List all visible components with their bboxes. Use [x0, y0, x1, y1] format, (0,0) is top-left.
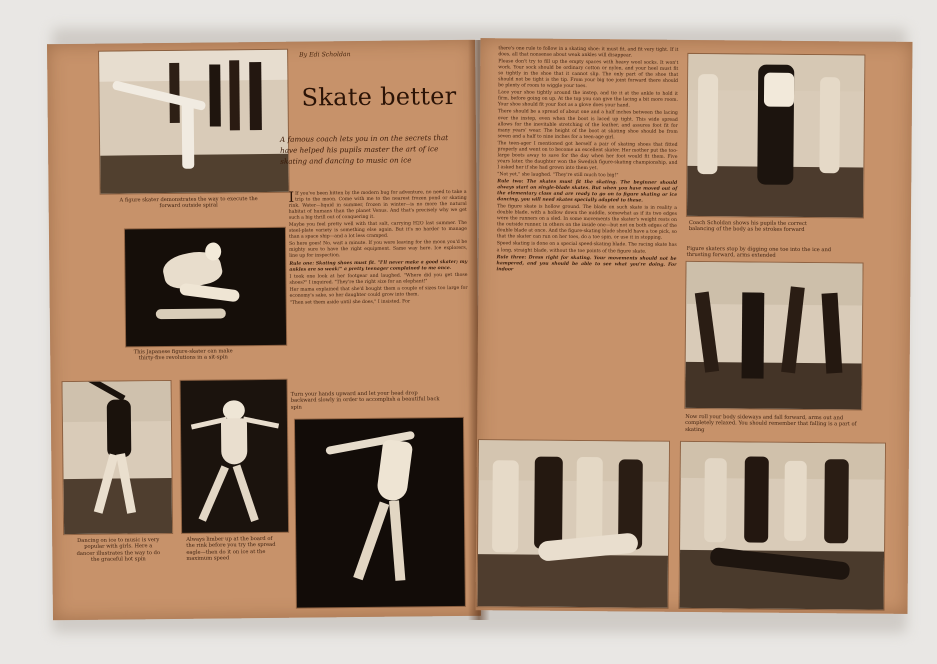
left-para-1: If you've been bitten by the modern bug for adventure, no need to take a trip to the moon. Come with me to the nearest frozen pond or skating rink. Water—liquid in summer, frozen in winter—is no more the natural habitat of humans than the planet Venus. And that's precisely why we get such a big thrill out of conquering it. — [288, 189, 467, 221]
photo-back-spin — [295, 418, 465, 608]
right-para-6: "Not yet," she laughed. "They're still much too big!" — [497, 172, 619, 179]
right-page — [476, 38, 913, 614]
photo-figure-skaters-stop — [685, 262, 862, 410]
left-para-6: Her mama explained that she'd bought them a couple of sizes too large for economy's sake, so her daughter could grow into them. — [289, 285, 468, 299]
photo-group-fall-1 — [478, 440, 669, 608]
photo-group-fall-2 — [680, 442, 885, 610]
left-para-7: "Then set them aside until she does," I insisted. For — [289, 299, 411, 306]
photo-sit-spin — [125, 228, 286, 347]
photo-dance-spin — [63, 381, 173, 534]
left-para-2: Maybe you feel pretty well with that salt, carrying H2O last summer. The steel-plate variety is something else again. But it's no harder to manage than a space ship—and a lot less cramped. — [288, 221, 467, 241]
right-para-2: Please don't try to fill up the empty spaces with heavy wool socks. It won't work. Your sock should be ordinary cotton or nylon, and your heel must fit so tightly in the shoe that it cannot slip. The only part of the shoe that should not be tight is the tip. From your big toe joint forward there should be plenty of room to wiggle your toes. — [498, 59, 679, 90]
caption-figure-skaters-stop: Figure skaters stop by digging one toe into the ice and thrusting forward, arms extended — [686, 245, 832, 260]
left-page — [47, 40, 481, 620]
right-para-5: The teen-ager I mentioned got herself a pair of skating shoes that fitted properly and went on to become an excellent skater. Her mother put the too-large boots away to save for the day when her foot would fit them. Five years later, the daughter won the Swedish figure-skating championship, and I asked her if she had grown into them yet. — [497, 140, 678, 172]
byline: By Edi Scholdan — [299, 51, 351, 59]
caption-sit-spin: This Japanese figure-skater can make thirty-five revolutions in a sit-spin — [133, 348, 233, 362]
caption-balance-fall: Now roll your body sideways and fall forward, arms out and completely relaxed. You should remember that falling is a part of skating — [685, 413, 857, 433]
left-article-column: I If you've been bitten by the modern bug for adventure, no need to take a trip to the moon. Come with me to the nearest frozen pond or skating rink. Water—liquid in summer, frozen in winter—is no more the natural habitat of humans than the planet Venus. And that's precisely why we get such a big thrill out of conquering it. Maybe you feel pretty well with that salt, carrying H2O last summer. The steel-plate variety is something else again. But it's no harder to manage than a space ship—and a lot less cramped. So here goes! No, wait a minute. If you were leaving for the moon you'd be mighty sure to have the right equipment. Same way here. Ice explorers, line up for inspection. Rule one: Skating shoes must fit. "I'll never make a good skater; my ankles are so weak!" a pretty teenager complained to me once. I took one look at her footgear and laughed. "Where did you get those shoes?" I inquired. "They're the right size for an elephant!" Her mama explained that she'd bought them a couple of sizes too large for economy's sake, so her daughter could grow into them. "Then set them aside until she does," I insisted. For — [288, 189, 468, 306]
right-para-10: Rule three: Dress right for skating. Your movements should not be hampered, and you should be able to see what you're doing. For indoor — [496, 254, 677, 273]
article-subtitle: A famous coach lets you in on the secrets that have helped his pupils master the art of ice skating and dancing to music on ice — [279, 133, 449, 166]
right-para-8: The figure skate is hollow ground. The blade on such skate is in reality a double blade, with a hollow down the middle, somewhat as if its two edges were the runners on a sled. In some movements the skater's weight rests on the outside runner, in others on the inside one—but not on both edges of the double blade at once. And the figure-skating blade should have a toe pick, so that the skater can run on her toes, do a toe spin, or use it in stopping. — [496, 204, 678, 242]
left-para-4: Rule one: Skating shoes must fit. "I'll never make a good skater; my ankles are so weak!" a pretty teenager complained to me once. — [289, 259, 468, 273]
caption-back-spin: Turn your hands upward and let your head drop backward slowly in order to accomplish a beautiful back spin — [290, 390, 440, 411]
left-para-3: So here goes! No, wait a minute. If you were leaving for the moon you'd be mighty sure to have the right equipment. Same way here. Ice explorers, line up for inspection. — [289, 240, 468, 260]
photo-spread-eagle — [181, 380, 289, 533]
left-para-5: I took one look at her footgear and laughed. "Where did you get those shoes?" I inquired. "They're the right size for an elephant!" — [289, 272, 468, 286]
photo-coach-balancing — [687, 54, 864, 218]
right-para-4: There should be a spread of about one and a half inches between the lacing over the instep, even when the boot is laced up tight. This wide spread allows for the inevitable stretching of the leather, and assures foot fit for many years' wear. The height of the boot at skating shoe should be from seven and a half to nine inches for a teen-age girl. — [497, 109, 678, 140]
right-para-9: Speed skating is done on a special speed-skating blade. The racing skate has a long, straight blade, without the toe points of the figure skate. — [496, 241, 677, 255]
caption-dance-spin: Dancing on ice to music is very popular with girls. Here a dancer illustrates the way to do the graceful hot spin — [76, 537, 161, 564]
caption-spread-eagle: Always limber up at the board of the rink before you try the spread eagle—then do it on ice at the maximum speed — [186, 535, 276, 563]
caption-coach-balancing: Coach Scholdan shows his pupils the correct balancing of the body as he strokes forward — [688, 219, 807, 234]
right-para-1: there's one rule to follow in a skating shoe: it must fit, and fit very tight. If it does, all that nonsense about weak ankles will disappear. — [498, 46, 679, 59]
caption-forward-spiral: A figure skater demonstrates the way to execute the forward outside spiral — [119, 196, 258, 210]
article-title: Skate better — [301, 81, 457, 112]
photo-forward-spiral — [99, 50, 288, 194]
right-article-column — [496, 46, 678, 274]
right-para-3: Lace your shoe tightly around the instep, and tie it at the ankle to hold it firm, before going on up. At the top you can give the lacing a bit more room. Your shoe should fit your foot as a glove does your hand. — [497, 90, 679, 109]
right-para-7: Rule two: The skates must fit the skating. The beginner should always start on single-blade skates. But when you have moved out of the elementary class and are ready to go on to figure skating or ice dancing, you will need skates specially adapted to these. — [497, 179, 678, 204]
